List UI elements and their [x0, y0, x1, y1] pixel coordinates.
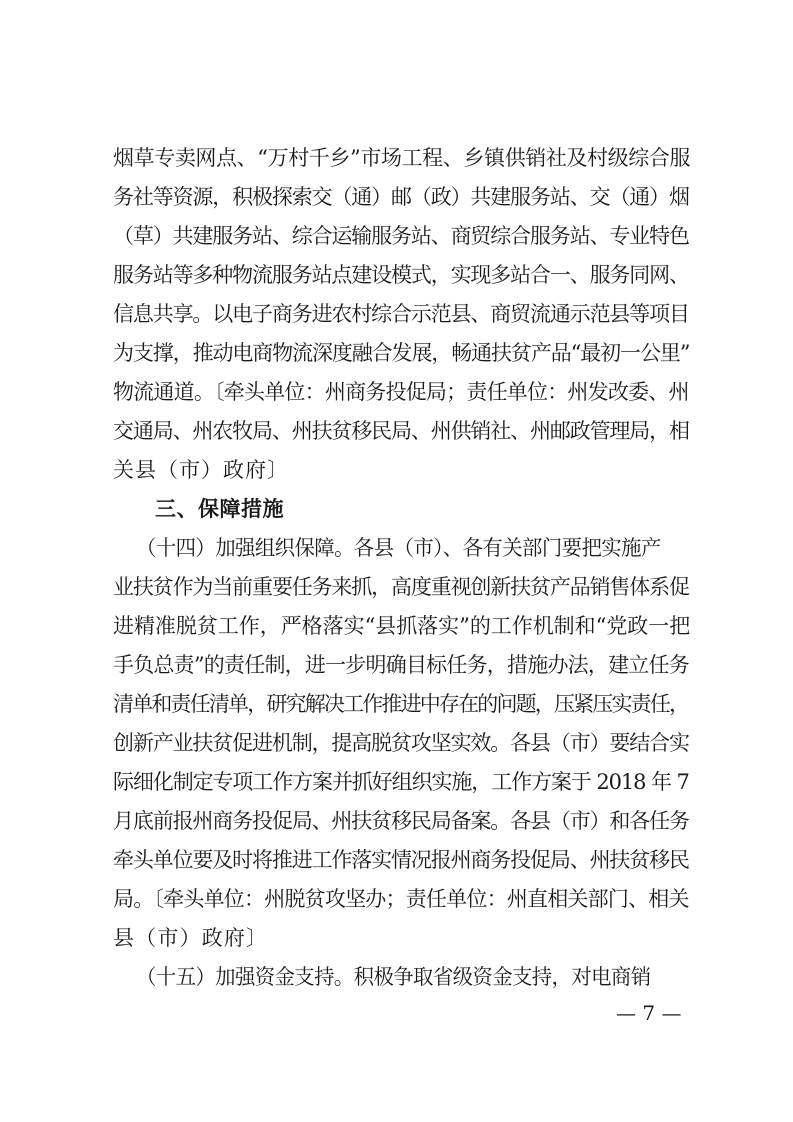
paragraph-line: 局。〔牵头单位：州脱贫攻坚办；责任单位：州直相关部门、相关 [113, 887, 689, 911]
paragraph-line: （草）共建服务站、综合运输服务站、商贸综合服务站、专业特色 [113, 224, 689, 248]
paragraph-line: 际细化制定专项工作方案并抓好组织实施，工作方案于 2018 年 7 [113, 770, 689, 794]
paragraph-line: 月底前报州商务投促局、州扶贫移民局备案。各县（市）和各任务 [113, 809, 689, 833]
paragraph-line: 物流通道。〔牵头单位：州商务投促局；责任单位：州发改委、州 [113, 380, 689, 404]
paragraph-line: 牵头单位要及时将推进工作落实情况报州商务投促局、州扶贫移民 [113, 848, 689, 872]
paragraph-line: （十五）加强资金支持。积极争取省级资金支持，对电商销 [136, 965, 651, 989]
paragraph-line: 为支撑，推动电商物流深度融合发展，畅通扶贫产品“最初一公里” [113, 341, 690, 365]
paragraph-line: 业扶贫作为当前重要任务来抓，高度重视创新扶贫产品销售体系促 [113, 575, 689, 599]
paragraph-line: 信息共享。以电子商务进农村综合示范县、商贸流通示范县等项目 [113, 302, 689, 326]
page-number: — 7 — [616, 1001, 682, 1025]
paragraph-line: 关县（市）政府〕 [113, 458, 289, 482]
paragraph-line: 手负总责”的责任制，进一步明确目标任务，措施办法，建立任务 [113, 653, 689, 677]
paragraph-line: 烟草专卖网点、“万村千乡”市场工程、乡镇供销社及村级综合服 [113, 146, 691, 170]
paragraph-line: 务社等资源，积极探索交（通）邮（政）共建服务站、交（通）烟 [113, 185, 689, 209]
paragraph-line: （十四）加强组织保障。各县（市）、各有关部门要把实施产 [136, 536, 661, 560]
paragraph-line: 服务站等多种物流服务站点建设模式，实现多站合一、服务同网、 [113, 263, 689, 287]
section-heading: 三、保障措施 [155, 497, 284, 521]
paragraph-line: 交通局、州农牧局、州扶贫移民局、州供销社、州邮政管理局，相 [113, 419, 689, 443]
paragraph-line: 创新产业扶贫促进机制，提高脱贫攻坚实效。各县（市）要结合实 [113, 731, 689, 755]
paragraph-line: 进精准脱贫工作，严格落实“县抓落实”的工作机制和“党政一把 [113, 614, 691, 638]
paragraph-line: 清单和责任清单，研究解决工作推进中存在的问题，压紧压实责任， [113, 692, 689, 716]
paragraph-line: 县（市）政府〕 [113, 926, 269, 950]
